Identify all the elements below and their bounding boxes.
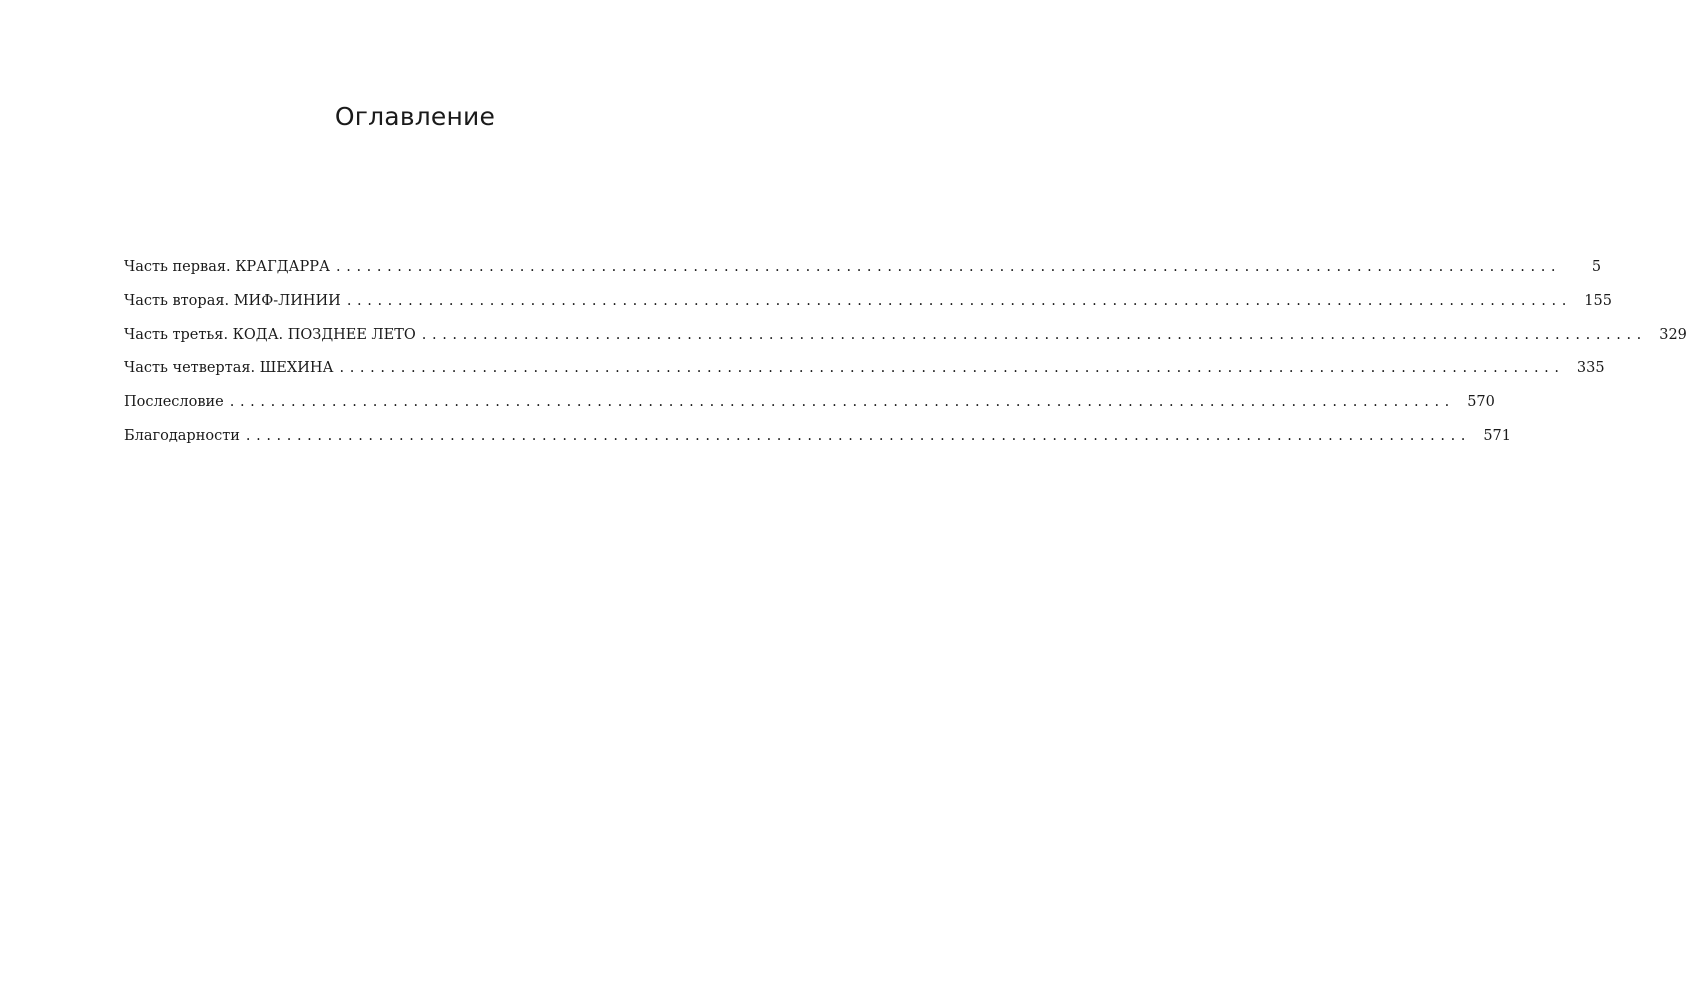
table-of-contents — [124, 259, 1687, 462]
toc-entry-page-number: 329 — [1659, 326, 1687, 343]
toc-entry — [124, 326, 1687, 361]
toc-entry — [124, 292, 1612, 327]
toc-entry-page-number: 5 — [1591, 259, 1602, 275]
toc-entry-page-number: 155 — [1584, 292, 1612, 309]
toc-entry — [124, 259, 1602, 293]
toc-entry-label: Часть третья. КОДА. ПОЗДНЕЕ ЛЕТО — [124, 326, 416, 343]
toc-entry-label: Послесловие — [124, 394, 224, 411]
toc-dot-leader: ........................................................................................................................ — [339, 360, 1565, 377]
toc-entry-label: Часть четвертая. ШЕХИНА — [124, 360, 334, 377]
toc-entry — [124, 394, 1495, 428]
toc-entry-page-number: 335 — [1576, 360, 1605, 377]
toc-dot-leader: ........................................................................................................................ — [245, 427, 1472, 444]
toc-entry — [124, 427, 1512, 462]
toc-entry-page-number: 571 — [1483, 427, 1512, 444]
toc-dot-leader: ........................................................................................................................ — [421, 326, 1647, 343]
toc-dot-leader: ........................................................................................................................ — [229, 394, 1455, 411]
toc-entry — [124, 360, 1605, 394]
page-title: Оглавление — [334, 102, 496, 131]
toc-entry-page-number: 570 — [1467, 394, 1495, 411]
toc-dot-leader: ........................................................................................................................ — [336, 259, 1562, 275]
toc-entry-label: Часть первая. КРАГДАРРА — [124, 259, 331, 275]
toc-entry-label: Часть вторая. МИФ-ЛИНИИ — [124, 292, 341, 309]
toc-dot-leader: ........................................................................................................................ — [346, 292, 1572, 309]
toc-entry-label: Благодарности — [124, 427, 240, 444]
